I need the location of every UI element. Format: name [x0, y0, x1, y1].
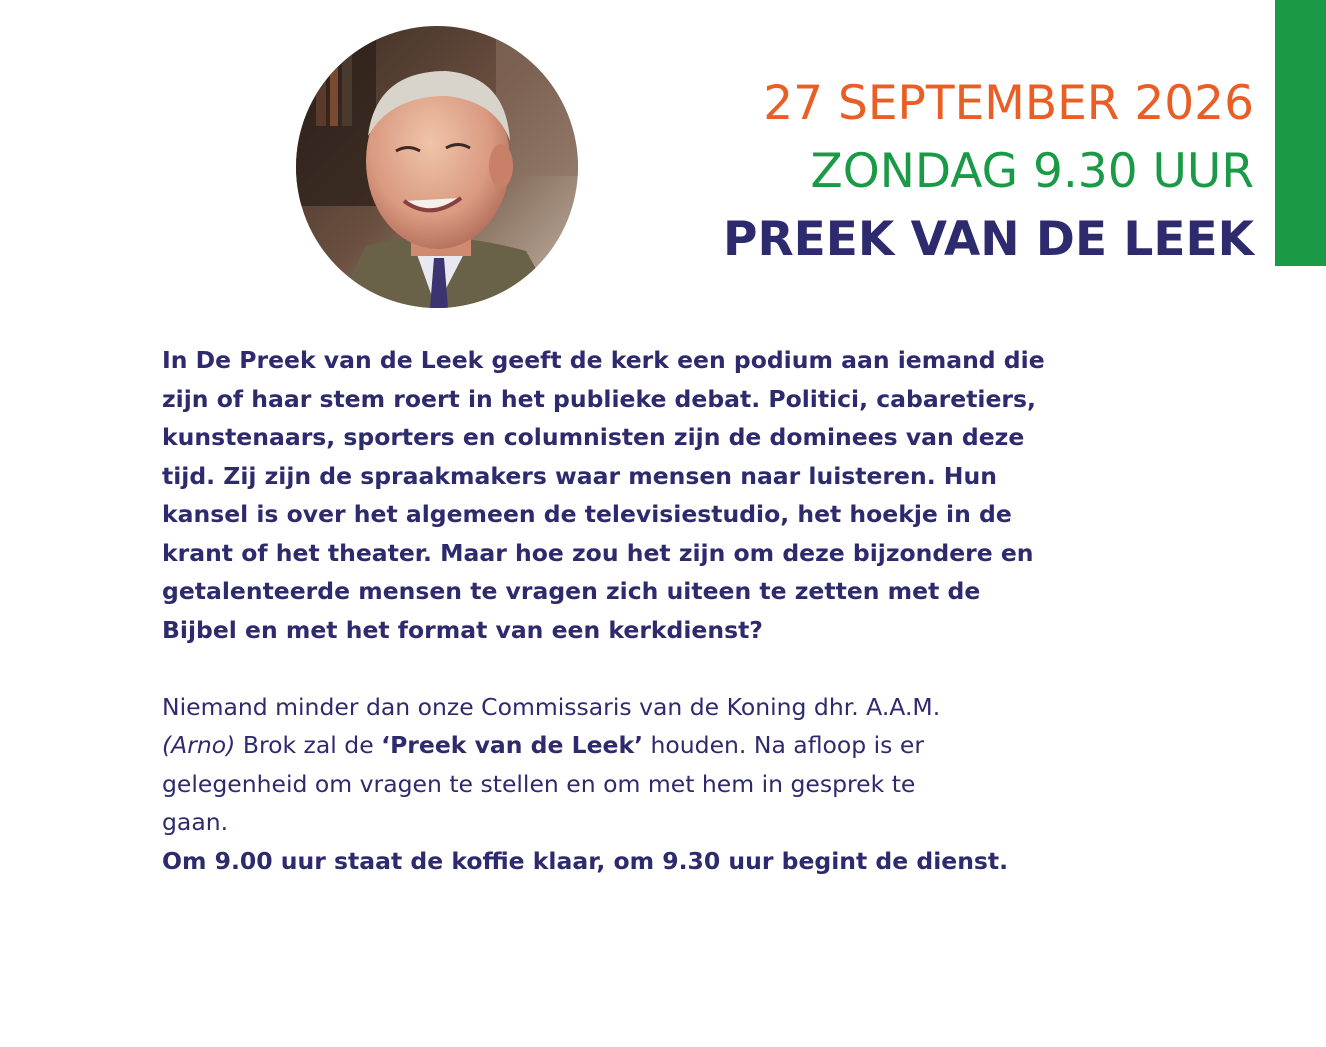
event-description	[162, 341, 1242, 880]
announcement-line: Niemand minder dan onze Commissaris van de Koning dhr. A.A.M.	[162, 692, 941, 721]
intro-line: krant of het theater. Maar hoe zou het zijn om deze bijzondere en	[162, 538, 1034, 567]
intro-line: Bijbel en met het format van een kerkdienst?	[162, 615, 763, 644]
green-accent-bar	[1275, 0, 1326, 266]
intro-line: kunstenaars, sporters en columnisten zijn de dominees van deze	[162, 423, 1025, 451]
paragraph-spacer	[162, 649, 1242, 688]
portrait-illustration	[296, 26, 578, 308]
intro-line: kansel is over het algemeen de televisiestudio, het hoekje in de	[162, 500, 1012, 528]
announcement-line: gaan.	[162, 808, 229, 836]
speaker-portrait	[296, 26, 578, 308]
closing-line: Om 9.00 uur staat de koffie klaar, om 9.30 uur begint de dienst.	[162, 846, 1009, 875]
event-day-time: ZONDAG 9.30 UUR	[810, 144, 1254, 199]
announcement-line: gelegenheid om vragen te stellen en om met hem in gesprek te	[162, 769, 916, 798]
speaker-first-name: (Arno)	[162, 731, 236, 759]
announcement-text: houden. Na afloop is er	[643, 731, 925, 759]
event-header	[723, 70, 1254, 274]
intro-line: zijn of haar stem roert in het publieke debat. Politici, cabaretiers,	[162, 384, 1036, 413]
intro-line: In De Preek van de Leek geeft de kerk een podium aan iemand die	[162, 346, 1045, 374]
intro-line: tijd. Zij zijn de spraakmakers waar mensen naar luisteren. Hun	[162, 461, 997, 490]
announcement-paragraph	[162, 688, 1242, 842]
service-name-quote: ‘Preek van de Leek’	[381, 731, 644, 759]
announcement-line	[162, 726, 1242, 765]
intro-paragraph	[162, 341, 1242, 649]
intro-line: getalenteerde mensen te vragen zich uiteen te zetten met de	[162, 577, 981, 605]
event-title: PREEK VAN DE LEEK	[723, 212, 1254, 267]
event-date: 27 SEPTEMBER 2026	[763, 76, 1254, 131]
announcement-text: Brok zal de	[235, 731, 382, 759]
